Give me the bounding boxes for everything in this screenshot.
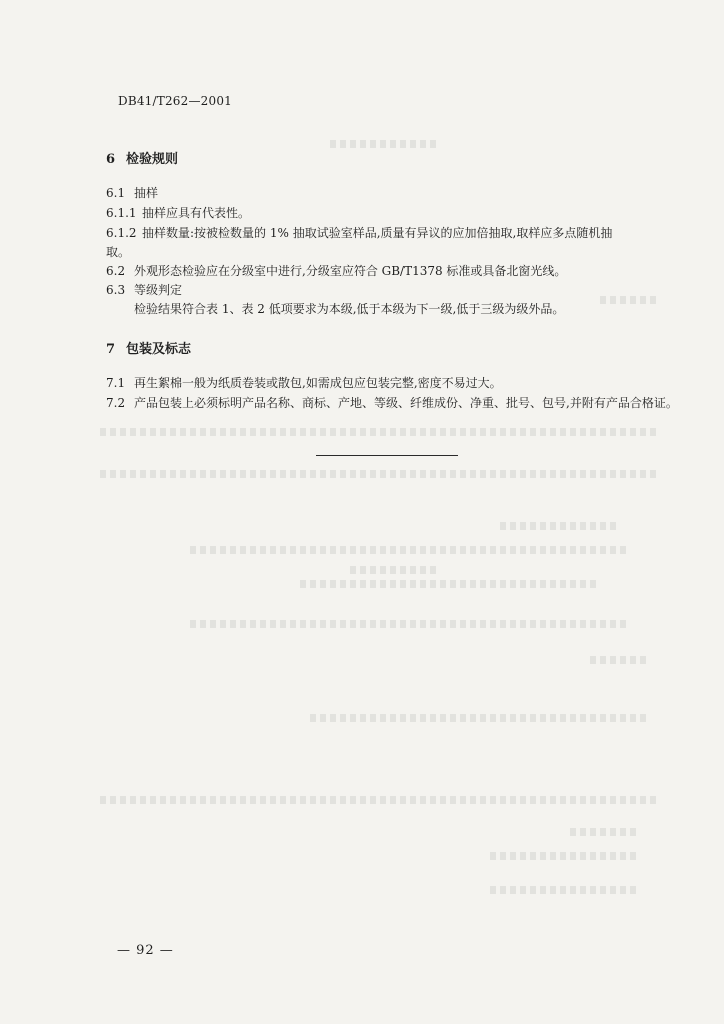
clause-number: 6.1.2 (106, 226, 137, 240)
clause-7-2 (106, 394, 678, 411)
section-6-heading (106, 148, 178, 167)
end-rule (316, 455, 458, 456)
clause-number: 6.1.1 (106, 206, 137, 220)
section-title: 检验规则 (126, 152, 179, 167)
clause-6-1-2-continuation: 取。 (106, 245, 131, 259)
bleed-through-text (100, 428, 660, 436)
standard-code: DB41/T262—2001 (118, 94, 232, 108)
page-number: — 92 — (117, 943, 174, 958)
bleed-through-text (350, 566, 440, 574)
section-title: 包装及标志 (126, 342, 192, 357)
bleed-through-text (490, 886, 640, 894)
clause-text: 抽样数量:按被检数量的 1% 抽取试验室样品,质量有异议的应加倍抽取,取样应多点随机抽 (142, 226, 613, 240)
clause-number: 6.3 (106, 283, 126, 297)
bleed-through-text (190, 546, 630, 554)
clause-text: 抽样应具有代表性。 (142, 206, 251, 220)
clause-number: 6.2 (106, 264, 126, 278)
bleed-through-text (490, 852, 640, 860)
clause-text: 抽样 (134, 186, 159, 200)
clause-text: 再生絮棉一般为纸质卷装或散包,如需成包应包装完整,密度不易过大。 (134, 376, 502, 390)
bleed-through-text (330, 140, 440, 148)
bleed-through-text (590, 656, 650, 664)
clause-6-1 (106, 184, 158, 201)
clause-6-2 (106, 262, 566, 279)
bleed-through-text (190, 620, 630, 628)
clause-number: 7.2 (106, 396, 126, 410)
clause-6-3 (106, 281, 182, 298)
section-number: 6 (106, 152, 116, 167)
bleed-through-text (100, 796, 660, 804)
clause-number: 7.1 (106, 376, 126, 390)
clause-6-3-body: 检验结果符合表 1、表 2 低项要求为本级,低于本级为下一级,低于三级为级外品。 (134, 302, 565, 316)
bleed-through-text (600, 296, 660, 304)
bleed-through-text (300, 580, 600, 588)
clause-number: 6.1 (106, 186, 126, 200)
bleed-through-text (100, 470, 660, 478)
clause-7-1 (106, 374, 502, 391)
clause-text: 产品包装上必须标明产品名称、商标、产地、等级、纤维成份、净重、批号、包号,并附有产品合格证。 (134, 396, 678, 410)
clause-6-1-2 (106, 224, 612, 241)
clause-6-1-1 (106, 204, 250, 221)
section-number: 7 (106, 342, 116, 357)
clause-text: 外观形态检验应在分级室中进行,分级室应符合 GB/T1378 标准或具备北窗光线。 (134, 264, 567, 278)
bleed-through-text (500, 522, 620, 530)
clause-text: 等级判定 (134, 283, 183, 297)
bleed-through-text (570, 828, 640, 836)
section-7-heading (106, 338, 191, 357)
bleed-through-text (310, 714, 650, 722)
